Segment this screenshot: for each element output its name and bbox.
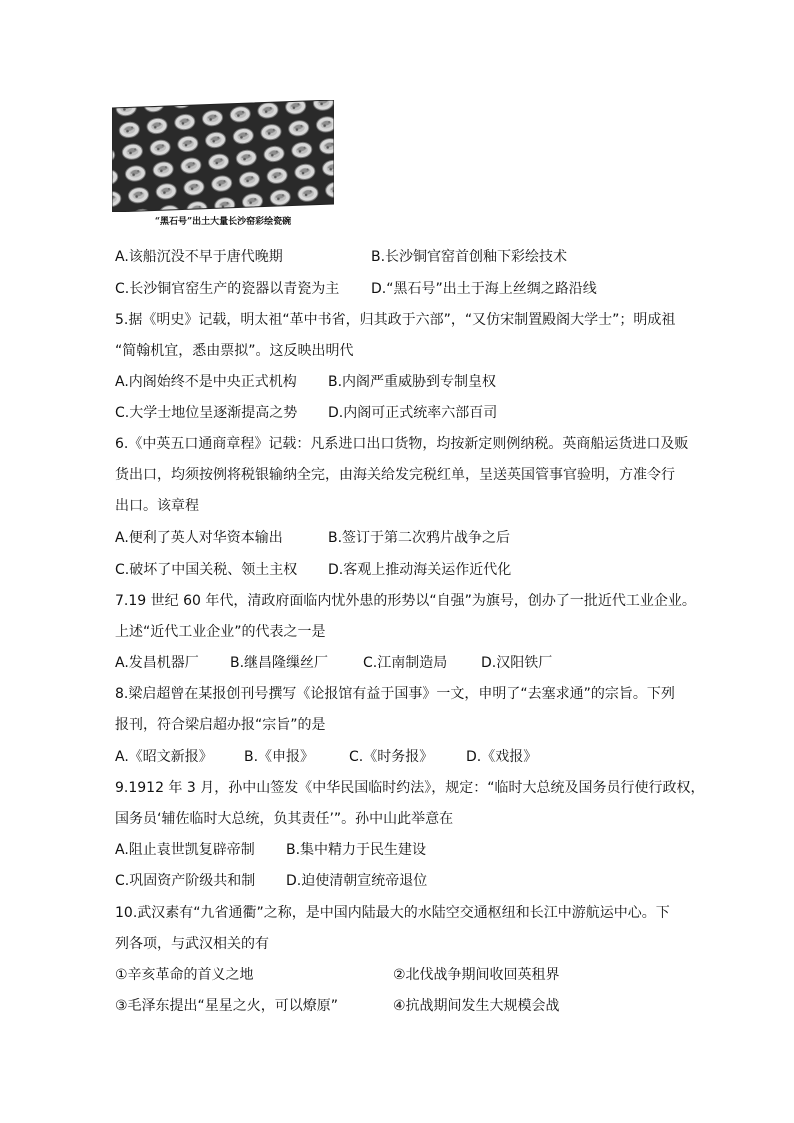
figure-black-stone-ship-bowls bbox=[112, 100, 334, 228]
q7-option-b[interactable]: B.继昌隆缫丝厂 bbox=[230, 655, 329, 671]
q4-option-d[interactable]: D.“黑石号”出土于海上丝绸之路沿线 bbox=[371, 281, 597, 297]
q10-item-3: ③毛泽东提出“星星之火，可以燎原” bbox=[115, 998, 339, 1014]
q5-option-b[interactable]: B.内阁严重威胁到专制皇权 bbox=[328, 374, 497, 390]
q8-option-c[interactable]: C.《时务报》 bbox=[349, 749, 434, 765]
q10-stem-line-1: 10.武汉素有“九省通衢”之称，是中国内陆最大的水陆空交通枢纽和长江中游航运中心。下 bbox=[115, 905, 670, 921]
q9-option-c[interactable]: C.巩固资产阶级共和制 bbox=[115, 873, 256, 889]
q9-stem-line-1: 9.1912 年 3 月，孙中山签发《中华民国临时约法》，规定：“临时大总统及国务员行使行政权， bbox=[115, 780, 705, 796]
q10-item-1: ①辛亥革命的首义之地 bbox=[115, 967, 254, 983]
q7-stem-line-2: 上述“近代工业企业”的代表之一是 bbox=[115, 624, 326, 640]
q7-option-d[interactable]: D.汉阳铁厂 bbox=[481, 655, 553, 671]
q5-option-a[interactable]: A.内阁始终不是中央正式机构 bbox=[115, 374, 297, 390]
q7-option-c[interactable]: C.江南制造局 bbox=[363, 655, 448, 671]
q4-option-a[interactable]: A.该船沉没不早于唐代晚期 bbox=[115, 249, 283, 265]
q9-option-a[interactable]: A.阻止袁世凯复辟帝制 bbox=[115, 842, 255, 858]
q8-option-b[interactable]: B.《申报》 bbox=[244, 749, 315, 765]
q8-option-d[interactable]: D.《戏报》 bbox=[466, 749, 538, 765]
q5-option-d[interactable]: D.内阁可正式统率六部百司 bbox=[328, 405, 498, 421]
q4-option-c[interactable]: C.长沙铜官窑生产的瓷器以青瓷为主 bbox=[115, 281, 340, 297]
q10-stem-line-2: 列各项，与武汉相关的有 bbox=[115, 936, 269, 952]
q6-option-a[interactable]: A.便利了英人对华资本输出 bbox=[115, 530, 283, 546]
q10-item-2: ②北伐战争期间收回英租界 bbox=[393, 967, 560, 983]
q6-stem-line-3: 出口。该章程 bbox=[115, 498, 199, 514]
q8-stem-line-2: 报刊，符合梁启超办报“宗旨”的是 bbox=[115, 717, 326, 733]
q6-stem-line-1: 6.《中英五口通商章程》记载：凡系进口出口货物，均按新定则例纳税。英商船运货进口及贩 bbox=[115, 436, 689, 452]
q6-option-d[interactable]: D.客观上推动海关运作近代化 bbox=[328, 562, 512, 578]
q9-option-d[interactable]: D.迫使清朝宣统帝退位 bbox=[286, 873, 428, 889]
q6-option-b[interactable]: B.签订于第二次鸦片战争之后 bbox=[328, 530, 511, 546]
q9-stem-line-2: 国务员‘辅佐临时大总统，负其责任’”。孙中山此举意在 bbox=[115, 811, 454, 827]
q6-option-c[interactable]: C.破坏了中国关税、领土主权 bbox=[115, 562, 298, 578]
q5-option-c[interactable]: C.大学士地位呈逐渐提高之势 bbox=[115, 405, 298, 421]
q9-option-b[interactable]: B.集中精力于民生建设 bbox=[286, 842, 427, 858]
q5-stem-line-1: 5.据《明史》记载，明太祖“革中书省，归其政于六部”，“又仿宋制置殿阁大学士”；明成祖 bbox=[115, 312, 676, 328]
q10-item-4: ④抗战期间发生大规模会战 bbox=[393, 998, 560, 1014]
figure-caption: “黑石号”出土大量长沙窑彩绘瓷碗 bbox=[154, 217, 292, 227]
q7-option-a[interactable]: A.发昌机器厂 bbox=[115, 655, 199, 671]
q8-option-a[interactable]: A.《昭文新报》 bbox=[115, 749, 213, 765]
q8-stem-line-1: 8.梁启超曾在某报创刊号撰写《论报馆有益于国事》一文，申明了“去塞求通”的宗旨。下列 bbox=[115, 686, 675, 702]
q5-stem-line-2: “简翰机宜，悉由票拟”。这反映出明代 bbox=[115, 343, 354, 359]
q7-stem-line-1: 7.19 世纪 60 年代，清政府面临内忧外患的形势以“自强”为旗号，创办了一批近代工业企业。 bbox=[115, 593, 696, 609]
q6-stem-line-2: 货出口，均须按例将税银输纳全完，由海关给发完税红单，呈送英国管事官验明，方准令行 bbox=[115, 467, 675, 483]
q4-option-b[interactable]: B.长沙铜官窑首创釉下彩绘技术 bbox=[371, 249, 568, 265]
bowls-photo-image bbox=[112, 100, 334, 212]
